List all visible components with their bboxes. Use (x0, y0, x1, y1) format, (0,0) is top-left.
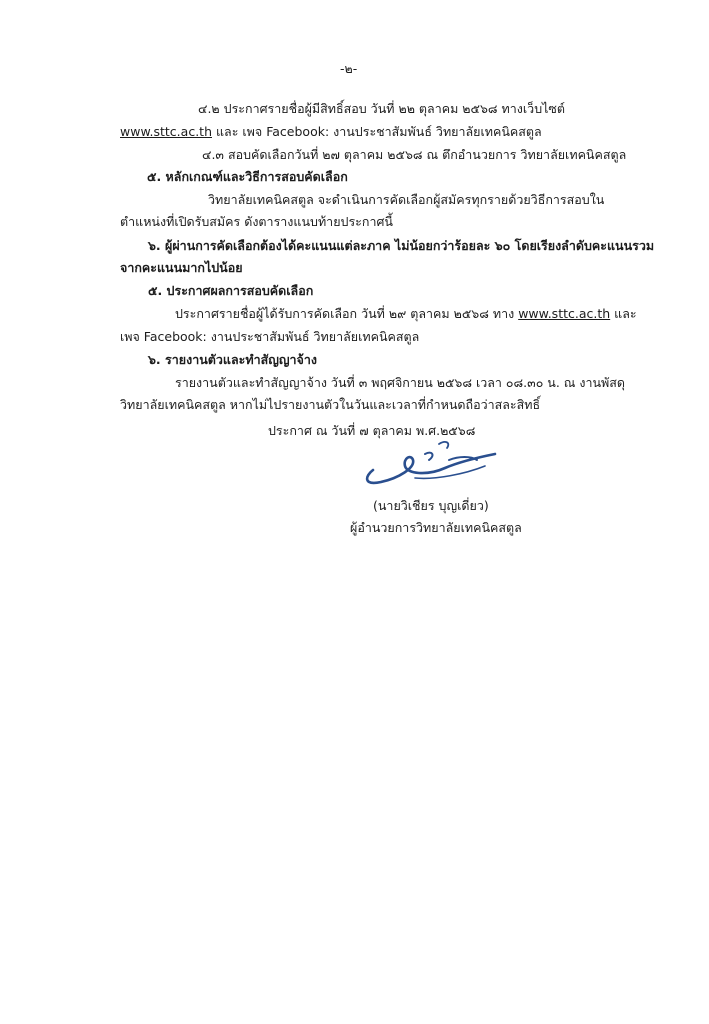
signature (355, 438, 505, 494)
section-5-line2: ตำแหน่งที่เปิดรับสมัคร ดังตารางแนบท้ายประกาศนี้ (120, 214, 393, 229)
item-4-3: ๔.๓ สอบคัดเลือกวันที่ ๒๗ ตุลาคม ๒๕๖๘ ณ ตึกอำนวยการ วิทยาลัยเทคนิคสตูล (202, 147, 627, 162)
page-number: -๒- (340, 61, 358, 76)
signer-title: ผู้อำนวยการวิทยาลัยเทคนิคสตูล (350, 520, 522, 535)
section-5b-line2: เพจ Facebook: งานประชาสัมพันธ์ วิทยาลัยเทคนิคสตูล (120, 329, 420, 344)
announce-date: ประกาศ ณ วันที่ ๗ ตุลาคม พ.ศ.๒๕๖๘ (268, 423, 476, 438)
section-6b-heading: ๖. รายงานตัวและทำสัญญาจ้าง (148, 352, 317, 367)
section-5-heading: ๕. หลักเกณฑ์และวิธีการสอบคัดเลือก (147, 169, 348, 184)
section-5-line1: วิทยาลัยเทคนิคสตูล จะดำเนินการคัดเลือกผู้สมัครทุกรายด้วยวิธีการสอบใน (208, 192, 605, 207)
section-6b-line1: รายงานตัวและทำสัญญาจ้าง วันที่ ๓ พฤศจิกายน ๒๕๖๘ เวลา ๐๘.๓๐ น. ณ งานพัสดุ (175, 375, 626, 390)
website-link-2[interactable]: www.sttc.ac.th (518, 306, 611, 321)
item-4-2-line2 (120, 123, 542, 141)
and-word-2: และ (614, 306, 637, 321)
website-link[interactable]: www.sttc.ac.th (120, 124, 212, 139)
section-6b-line2: วิทยาลัยเทคนิคสตูล หากไม่ไปรายงานตัวในวันและเวลาที่กำหนดถือว่าสละสิทธิ์ (120, 397, 541, 412)
item-4-2-line1: ๔.๒ ประกาศรายชื่อผู้มีสิทธิ์สอบ วันที่ ๒๒ ตุลาคม ๒๕๖๘ ทางเว็บไซต์ (198, 101, 566, 116)
and-word: และ (215, 124, 239, 139)
section-6-line2: จากคะแนนมากไปน้อย (120, 260, 243, 275)
signer-name: (นายวิเชียร บุญเดี่ยว) (373, 498, 489, 513)
section-5b-heading: ๕. ประกาศผลการสอบคัดเลือก (148, 283, 314, 298)
announce-results-text: ประกาศรายชื่อผู้ได้รับการคัดเลือก วันที่ ๒๙ ตุลาคม ๒๕๖๘ ทาง (175, 306, 515, 321)
section-5b-line1 (175, 305, 637, 323)
section-6-line1: ๖. ผู้ผ่านการคัดเลือกต้องได้คะแนนแต่ละภาค ไม่น้อยกว่าร้อยละ ๖๐ โดยเรียงลำดับคะแนนรวม (148, 238, 655, 253)
facebook-page-text: เพจ Facebook: งานประชาสัมพันธ์ วิทยาลัยเทคนิคสตูล (242, 124, 542, 139)
